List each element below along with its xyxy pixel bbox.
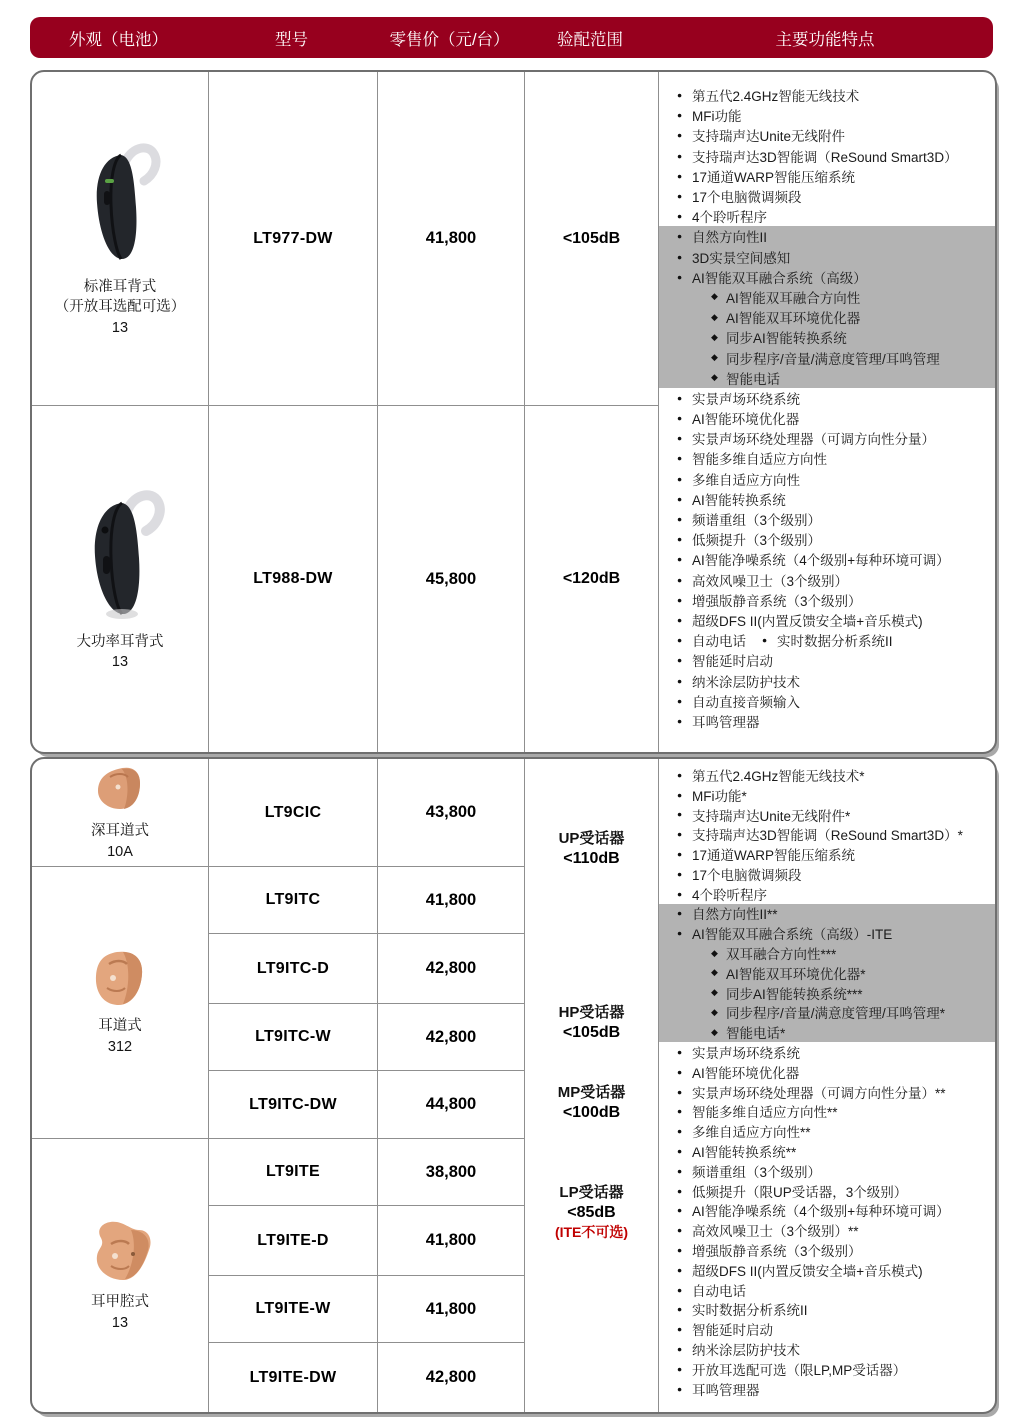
feature-item bbox=[659, 509, 995, 529]
feature-text: 实时数据分析系统II bbox=[692, 1303, 808, 1319]
bullet-icon: ● bbox=[677, 170, 683, 181]
range-column bbox=[525, 759, 659, 1412]
feature-item bbox=[659, 1319, 995, 1339]
appearance-label bbox=[91, 1292, 149, 1333]
feature-text: 自然方向性II** bbox=[692, 907, 778, 923]
bte-table bbox=[30, 70, 997, 754]
feature-item bbox=[659, 670, 995, 690]
bullet-icon: ● bbox=[677, 1344, 683, 1354]
appearance-cell bbox=[32, 759, 209, 867]
bullet-icon: ● bbox=[677, 789, 683, 800]
feature-item bbox=[659, 650, 995, 670]
feature-text: MFi功能* bbox=[692, 788, 747, 804]
bullet-icon: ● bbox=[677, 271, 683, 282]
feature-item bbox=[659, 1161, 995, 1181]
feature-item bbox=[659, 1181, 995, 1201]
feature-item bbox=[659, 307, 995, 327]
bullet-icon: ● bbox=[677, 90, 683, 101]
bullet-icon: ● bbox=[677, 514, 683, 525]
feature-item bbox=[659, 1220, 995, 1240]
battery-size: 13 bbox=[111, 1314, 129, 1331]
feature-item bbox=[659, 469, 995, 489]
feature-item bbox=[659, 983, 995, 1003]
feature-text: 同步AI智能转换系统 bbox=[726, 331, 847, 347]
appearance-cell bbox=[32, 1139, 209, 1412]
bullet-icon: ● bbox=[677, 1363, 683, 1374]
feature-item bbox=[659, 267, 995, 287]
ite-image bbox=[81, 1218, 159, 1286]
model-cell: LT9ITC-W bbox=[209, 1004, 378, 1071]
feature-text: AI智能转换系统** bbox=[692, 1145, 797, 1161]
feature-text: 低频提升（3个级别） bbox=[692, 533, 822, 549]
bullet-icon: ● bbox=[677, 554, 683, 565]
bullet-icon: ● bbox=[677, 574, 683, 585]
bullet-icon: ● bbox=[677, 1324, 683, 1335]
feature-item bbox=[659, 448, 995, 468]
feature-text: 支持瑞声达3D智能调（ReSound Smart3D） bbox=[692, 149, 958, 165]
bullet-icon: ● bbox=[677, 849, 683, 860]
bullet-icon: ● bbox=[677, 1284, 683, 1295]
receiver-range-group bbox=[525, 1183, 658, 1241]
bullet-icon: ◆ bbox=[711, 947, 718, 958]
price-cell: 42,800 bbox=[378, 1343, 525, 1412]
feature-text: 4个聆听程序 bbox=[692, 210, 768, 226]
feature-item bbox=[659, 347, 995, 367]
feature-text: 智能电话* bbox=[726, 1026, 786, 1042]
feature-text: 增强版静音系统（3个级别） bbox=[692, 1244, 862, 1260]
feature-item bbox=[659, 1102, 995, 1122]
feature-item bbox=[659, 1379, 995, 1399]
feature-text: 第五代2.4GHz智能无线技术* bbox=[692, 768, 865, 784]
feature-item bbox=[659, 630, 995, 650]
bullet-icon: ● bbox=[677, 675, 683, 686]
feature-text: 17通道WARP智能压缩系统 bbox=[692, 169, 856, 185]
range-value: <100dB bbox=[562, 1103, 621, 1121]
feature-text: AI智能净噪系统（4个级别+每种环境可调） bbox=[692, 1204, 950, 1220]
feature-item bbox=[659, 1359, 995, 1379]
feature-item bbox=[659, 590, 995, 610]
feature-text: 纳米涂层防护技术 bbox=[692, 1343, 800, 1359]
feature-item bbox=[659, 1240, 995, 1260]
appearance-label bbox=[98, 1016, 142, 1057]
bullet-icon: ● bbox=[762, 635, 768, 646]
feature-text: 开放耳选配可选（限LP,MP受话器） bbox=[692, 1362, 907, 1378]
feature-item bbox=[659, 105, 995, 125]
model-cell: LT9ITC bbox=[209, 867, 378, 934]
bullet-icon: ● bbox=[677, 191, 683, 202]
feature-text: AI智能净噪系统（4个级别+每种环境可调） bbox=[692, 553, 950, 569]
appearance-label bbox=[77, 632, 164, 673]
feature-item bbox=[659, 529, 995, 549]
feature-item bbox=[659, 368, 995, 388]
bullet-icon: ● bbox=[677, 1146, 683, 1157]
feature-item bbox=[659, 1339, 995, 1359]
bullet-icon: ● bbox=[677, 1066, 683, 1077]
price-cell: 42,800 bbox=[378, 934, 525, 1004]
bullet-icon: ● bbox=[677, 1165, 683, 1176]
bullet-icon: ● bbox=[677, 413, 683, 424]
price-cell: 45,800 bbox=[378, 406, 525, 752]
appearance-line: （开放耳选配可选） bbox=[54, 299, 186, 316]
bullet-icon: ◆ bbox=[711, 291, 718, 302]
feature-item bbox=[659, 247, 995, 267]
feature-text: 自动直接音频输入 bbox=[692, 694, 800, 710]
bullet-icon: ● bbox=[677, 715, 683, 726]
feature-text: 超级DFS II(内置反馈安全墙+音乐模式) bbox=[692, 613, 923, 629]
feature-item bbox=[659, 610, 995, 630]
feature-text: 实景声场环绕系统 bbox=[692, 1046, 800, 1062]
feature-text: AI智能转换系统 bbox=[692, 492, 786, 508]
battery-size: 13 bbox=[111, 319, 129, 336]
bullet-icon: ● bbox=[677, 1383, 683, 1394]
table-header-bar bbox=[30, 17, 993, 58]
model-cell: LT977-DW bbox=[209, 72, 378, 406]
feature-text: 实景声场环绕处理器（可调方向性分量）** bbox=[692, 1085, 946, 1101]
appearance-line: 深耳道式 bbox=[91, 823, 149, 840]
feature-item bbox=[659, 805, 995, 825]
receiver-type: LP受话器 bbox=[559, 1184, 624, 1201]
bullet-icon: ● bbox=[677, 888, 683, 899]
bullet-icon: ● bbox=[677, 928, 683, 939]
bullet-icon: ● bbox=[677, 908, 683, 919]
bullet-icon: ● bbox=[677, 1304, 683, 1315]
feature-item bbox=[659, 765, 995, 785]
bullet-icon: ● bbox=[677, 211, 683, 222]
feature-text: 耳鸣管理器 bbox=[692, 1382, 760, 1398]
model-cell: LT9ITE-D bbox=[209, 1206, 378, 1276]
feature-item bbox=[659, 186, 995, 206]
model-cell: LT9ITE-W bbox=[209, 1276, 378, 1343]
feature-text: 支持瑞声达Unite无线附件 bbox=[692, 129, 846, 145]
range-value: <110dB bbox=[563, 849, 620, 867]
feature-item bbox=[659, 388, 995, 408]
price-cell: 44,800 bbox=[378, 1071, 525, 1139]
feature-item bbox=[659, 1121, 995, 1141]
bullet-icon: ● bbox=[677, 473, 683, 484]
feature-text: 自动电话 bbox=[692, 1283, 746, 1299]
bullet-icon: ● bbox=[677, 130, 683, 141]
model-cell: LT988-DW bbox=[209, 406, 378, 752]
feature-text: 超级DFS II(内置反馈安全墙+音乐模式) bbox=[692, 1263, 923, 1279]
price-cell: 41,800 bbox=[378, 867, 525, 934]
feature-item bbox=[659, 408, 995, 428]
feature-text: 同步程序/音量/满意度管理/耳鸣管理* bbox=[726, 1006, 946, 1022]
feature-item bbox=[659, 864, 995, 884]
feature-text: 智能多维自适应方向性** bbox=[692, 1105, 838, 1121]
range-value: <105dB bbox=[562, 1023, 621, 1041]
feature-text: 频谱重组（3个级别） bbox=[692, 513, 822, 529]
bullet-icon: ● bbox=[677, 453, 683, 464]
feature-item bbox=[659, 1300, 995, 1320]
feature-item bbox=[659, 1260, 995, 1280]
feature-item bbox=[659, 904, 995, 924]
feature-item bbox=[659, 549, 995, 569]
receiver-type: UP受话器 bbox=[558, 830, 625, 847]
feature-item bbox=[659, 923, 995, 943]
feature-text: 纳米涂层防护技术 bbox=[692, 674, 800, 690]
features-cell bbox=[659, 759, 995, 1412]
feature-text: 智能多维自适应方向性 bbox=[692, 452, 827, 468]
header-appearance: 外观（电池） bbox=[69, 30, 168, 49]
standard-bte-image bbox=[74, 139, 166, 271]
price-cell: 41,800 bbox=[378, 1276, 525, 1343]
bullet-icon: ● bbox=[677, 251, 683, 262]
battery-size: 10A bbox=[107, 843, 133, 860]
feature-item bbox=[659, 166, 995, 186]
receiver-range-group bbox=[525, 1003, 658, 1043]
feature-item bbox=[659, 1003, 995, 1023]
feature-text: 3D实景空间感知 bbox=[692, 250, 791, 266]
bullet-icon: ● bbox=[677, 809, 683, 820]
feature-text: 支持瑞声达Unite无线附件* bbox=[692, 808, 851, 824]
feature-item bbox=[659, 570, 995, 590]
receiver-range-group bbox=[525, 829, 658, 869]
feature-text: 17通道WARP智能压缩系统 bbox=[692, 848, 856, 864]
range-cell: <105dB bbox=[525, 72, 659, 406]
feature-text: AI智能环境优化器 bbox=[692, 412, 800, 428]
appearance-label bbox=[55, 277, 186, 338]
feature-item bbox=[659, 327, 995, 347]
feature-text: 耳鸣管理器 bbox=[692, 714, 760, 730]
price-cell: 41,800 bbox=[378, 1206, 525, 1276]
feature-text: 智能延时启动 bbox=[692, 1323, 773, 1339]
battery-size: 312 bbox=[107, 1038, 133, 1055]
feature-text: AI智能双耳融合系统（高级）-ITE bbox=[692, 927, 893, 943]
model-cell: LT9ITE bbox=[209, 1139, 378, 1206]
feature-text: 高效风噪卫士（3个级别） bbox=[692, 573, 849, 589]
header-model: 型号 bbox=[275, 30, 308, 49]
feature-item bbox=[659, 884, 995, 904]
feature-item bbox=[659, 1280, 995, 1300]
feature-text: 智能延时启动 bbox=[692, 654, 773, 670]
feature-text: 17个电脑微调频段 bbox=[692, 867, 802, 883]
bullet-icon: ● bbox=[677, 150, 683, 161]
bullet-icon: ● bbox=[677, 534, 683, 545]
feature-text: 增强版静音系统（3个级别） bbox=[692, 593, 862, 609]
feature-item bbox=[659, 206, 995, 226]
bullet-icon: ◆ bbox=[711, 987, 718, 998]
bullet-icon: ◆ bbox=[711, 352, 718, 363]
feature-text: 双耳融合方向性*** bbox=[726, 947, 837, 963]
feature-text: AI智能双耳环境优化器 bbox=[726, 311, 861, 327]
bullet-icon: ◆ bbox=[711, 1026, 718, 1037]
feature-item bbox=[659, 287, 995, 307]
bullet-icon: ● bbox=[677, 695, 683, 706]
appearance-line: 耳甲腔式 bbox=[91, 1294, 149, 1311]
feature-text: AI智能双耳环境优化器* bbox=[726, 966, 866, 982]
bullet-icon: ◆ bbox=[711, 331, 718, 342]
price-cell: 41,800 bbox=[378, 72, 525, 406]
header-price: 零售价（元/台） bbox=[389, 30, 510, 49]
feature-text: 智能电话 bbox=[726, 371, 780, 387]
bullet-icon: ◆ bbox=[711, 1006, 718, 1017]
feature-item bbox=[659, 844, 995, 864]
appearance-cell bbox=[32, 72, 209, 406]
feature-item bbox=[659, 489, 995, 509]
feature-text: 实景声场环绕系统 bbox=[692, 391, 800, 407]
bullet-icon: ● bbox=[677, 1264, 683, 1275]
feature-item bbox=[659, 824, 995, 844]
feature-text: 同步程序/音量/满意度管理/耳鸣管理 bbox=[726, 351, 940, 367]
appearance-label bbox=[91, 821, 149, 862]
feature-item bbox=[659, 1062, 995, 1082]
bullet-icon: ● bbox=[677, 614, 683, 625]
feature-item bbox=[659, 226, 995, 246]
feature-text: 自然方向性II bbox=[692, 230, 768, 246]
feature-text: 多维自适应方向性 bbox=[692, 472, 800, 488]
bullet-icon: ◆ bbox=[711, 372, 718, 383]
feature-text: 实景声场环绕处理器（可调方向性分量） bbox=[692, 432, 935, 448]
bullet-icon: ● bbox=[677, 594, 683, 605]
receiver-type: HP受话器 bbox=[558, 1004, 625, 1021]
bullet-icon: ● bbox=[677, 655, 683, 666]
feature-text: 4个聆听程序 bbox=[692, 887, 768, 903]
model-cell: LT9ITC-D bbox=[209, 934, 378, 1004]
header-range: 验配范围 bbox=[557, 30, 623, 49]
bullet-icon: ● bbox=[677, 231, 683, 242]
bullet-icon: ● bbox=[677, 1185, 683, 1196]
feature-text: 实时数据分析系统II bbox=[777, 634, 893, 650]
feature-item bbox=[659, 1022, 995, 1042]
feature-text: AI智能双耳融合系统（高级） bbox=[692, 270, 867, 286]
feature-item bbox=[659, 1201, 995, 1221]
bullet-icon: ● bbox=[677, 1225, 683, 1236]
bullet-icon: ● bbox=[677, 1047, 683, 1058]
bullet-icon: ◆ bbox=[711, 967, 718, 978]
feature-item bbox=[659, 1141, 995, 1161]
bullet-icon: ● bbox=[677, 1126, 683, 1137]
feature-item bbox=[659, 943, 995, 963]
feature-text: 17个电脑微调频段 bbox=[692, 190, 802, 206]
feature-text: 同步AI智能转换系统*** bbox=[726, 986, 863, 1002]
feature-item bbox=[659, 1082, 995, 1102]
bullet-icon: ● bbox=[677, 1086, 683, 1097]
appearance-line: 大功率耳背式 bbox=[76, 633, 164, 650]
bullet-icon: ● bbox=[677, 493, 683, 504]
model-cell: LT9CIC bbox=[209, 759, 378, 867]
feature-text: AI智能双耳融合方向性 bbox=[726, 290, 861, 306]
bullet-icon: ◆ bbox=[711, 311, 718, 322]
receiver-range-group bbox=[525, 1083, 658, 1123]
feature-item bbox=[659, 146, 995, 166]
range-value: <85dB bbox=[567, 1203, 616, 1221]
appearance-cell bbox=[32, 867, 209, 1139]
feature-item bbox=[659, 691, 995, 711]
bullet-icon: ● bbox=[677, 769, 683, 780]
custom-style-table bbox=[30, 757, 997, 1414]
price-cell: 38,800 bbox=[378, 1139, 525, 1206]
feature-text: 频谱重组（3个级别） bbox=[692, 1164, 822, 1180]
bullet-icon: ● bbox=[677, 392, 683, 403]
feature-text: AI智能环境优化器 bbox=[692, 1065, 800, 1081]
model-cell: LT9ITE-DW bbox=[209, 1343, 378, 1412]
itc-image bbox=[85, 948, 155, 1010]
feature-item bbox=[659, 428, 995, 448]
range-note: (ITE不可选) bbox=[554, 1224, 629, 1241]
feature-item bbox=[659, 1042, 995, 1062]
range-cell: <120dB bbox=[525, 406, 659, 752]
appearance-line: 标准耳背式 bbox=[83, 279, 157, 296]
price-cell: 42,800 bbox=[378, 1004, 525, 1071]
header-features: 主要功能特点 bbox=[775, 30, 875, 49]
price-cell: 43,800 bbox=[378, 759, 525, 867]
power-bte-image bbox=[72, 486, 168, 626]
bullet-icon: ● bbox=[677, 1106, 683, 1117]
feature-item bbox=[659, 963, 995, 983]
feature-item bbox=[659, 125, 995, 145]
receiver-type: MP受话器 bbox=[557, 1084, 626, 1101]
bullet-icon: ● bbox=[677, 829, 683, 840]
bullet-icon: ● bbox=[677, 635, 683, 646]
feature-text: 支持瑞声达3D智能调（ReSound Smart3D）* bbox=[692, 828, 963, 844]
appearance-line: 耳道式 bbox=[98, 1018, 142, 1035]
feature-text: MFi功能 bbox=[692, 109, 742, 125]
feature-item bbox=[659, 711, 995, 731]
feature-item bbox=[659, 85, 995, 105]
bullet-icon: ● bbox=[677, 433, 683, 444]
bullet-icon: ● bbox=[677, 1205, 683, 1216]
feature-item bbox=[659, 785, 995, 805]
feature-text: 多维自适应方向性** bbox=[692, 1125, 811, 1141]
bullet-icon: ● bbox=[677, 868, 683, 879]
feature-text: 高效风噪卫士（3个级别）** bbox=[692, 1224, 859, 1240]
feature-text: 第五代2.4GHz智能无线技术 bbox=[692, 89, 860, 105]
model-cell: LT9ITC-DW bbox=[209, 1071, 378, 1139]
feature-text: 低频提升（限UP受话器，3个级别） bbox=[692, 1184, 908, 1200]
cic-image bbox=[88, 763, 152, 815]
bullet-icon: ● bbox=[677, 1245, 683, 1256]
bullet-icon: ● bbox=[677, 110, 683, 121]
appearance-cell bbox=[32, 406, 209, 752]
feature-text: 自动电话 bbox=[692, 634, 746, 650]
battery-size: 13 bbox=[111, 654, 129, 670]
features-cell bbox=[659, 72, 995, 752]
